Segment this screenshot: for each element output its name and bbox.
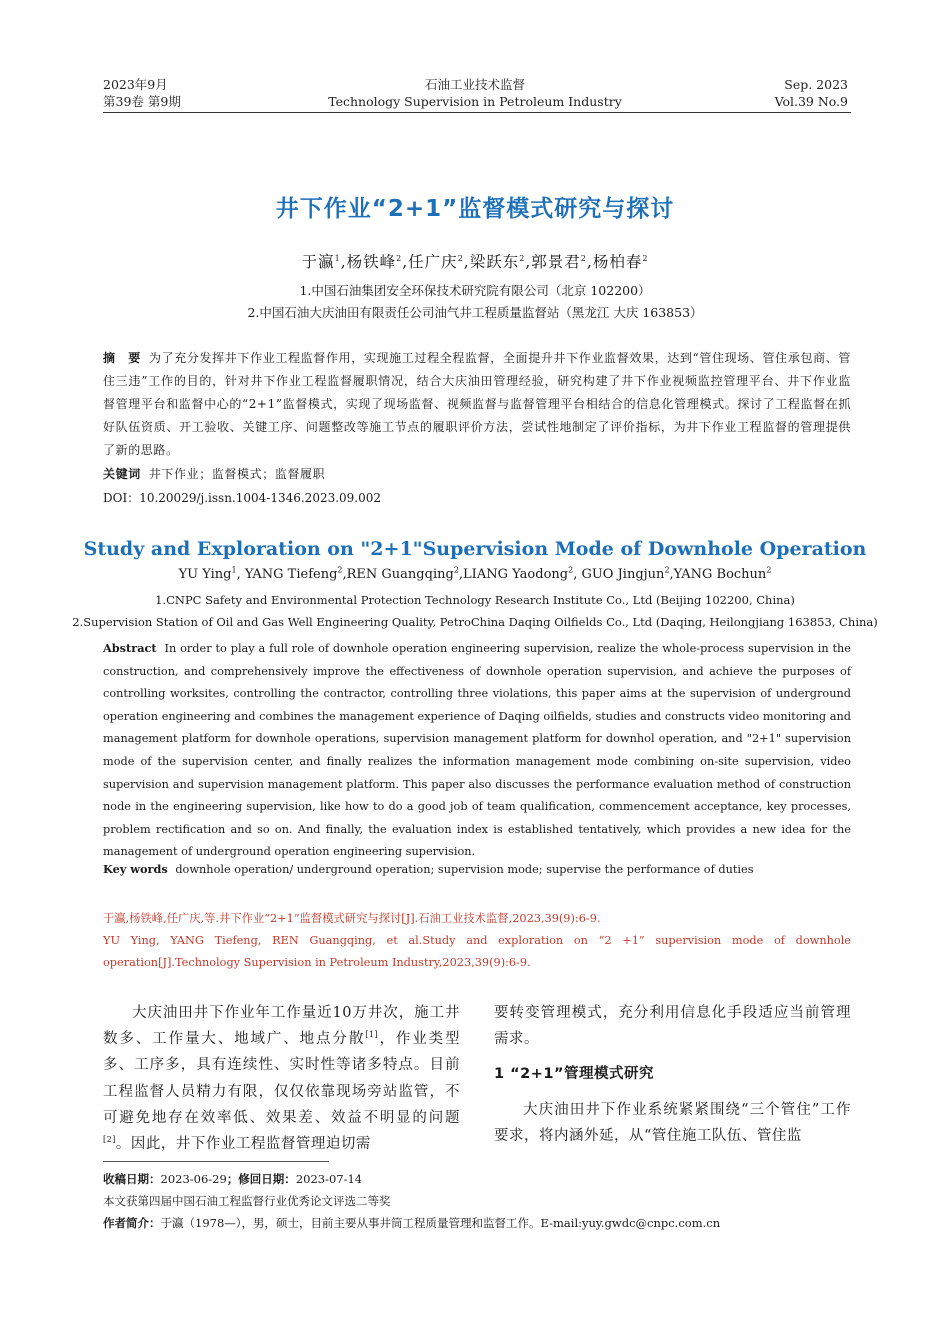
author-sup: 2 [568, 565, 574, 575]
revised-date: 2023-07-14 [295, 1172, 363, 1186]
abstract-label-en: Abstract [103, 641, 157, 655]
keywords-text-cn: 井下作业；监督模式；监督履职 [148, 467, 326, 481]
author-en: YU Ying [178, 567, 232, 582]
author-en: YANG Tiefeng [244, 567, 338, 582]
authors-cn: 于瀛$^1$,杨铁峰$^2$,任广庆$^2$,梁跃东$^2$,郭景君$^2$,杨柏春$^2$ [301, 253, 649, 271]
abstract-text-en: In order to play a full role of downhole operation engineering supervision, realize the whole-process supervision in the construction, and comprehensively improve the effectiveness of downhole operation supervision, and achieve the purposes of controlling worksites, controlling the contractor, controlling three violations, this paper aims at the supervision of underground operation engineering and combines the management experience of Daqing oilfields, studies and constructs video monitoring and management platform for downhole operations, supervision management platform for downhol operation, and "2+1" supervision mode of the supervision center, and finally realizes the information management mode combining on-site supervision, video supervision and supervision management platform. This paper also discusses the performance evaluation method of construction node in the engineering supervision, like how to do a good job of team qualification, commencement acceptance, key processes, problem rectification and so on. And finally, the evaluation index is established tentatively, which provides a new idea for the management of underground operation engineering supervision. [103, 642, 851, 859]
header-rule [103, 112, 851, 113]
keywords-cn [103, 465, 325, 482]
received-date: 2023-06-29 [160, 1172, 227, 1186]
author-cn: 杨铁峰 [346, 253, 397, 271]
footnote-award: 本文获第四届中国石油工程监督行业优秀论文评选二等奖 [103, 1194, 391, 1208]
affiliation-en-1: 1.CNPC Safety and Environmental Protection Technology Research Institute Co., Ltd (Beijing 102200, China) [155, 593, 795, 607]
reference-marker: [1] [365, 1030, 379, 1040]
citation-en: YU Ying, YANG Tiefeng, REN Guangqing, et al.Study and exploration on “2 +1” supervision mode of downhole operation[J].Technology Supervision in Petroleum Industry,2023,39(9):6-9. [103, 934, 851, 969]
author-en: LIANG Yaodong [463, 567, 569, 582]
abstract-text-cn: 为了充分发挥井下作业工程监督作用，实现施工过程全程监督，全面提升井下作业监督效果，达到“管住现场、管住承包商、管住三违”工作的目的，针对井下作业工程监督履职情况，结合大庆油田管理经验，研究构建了井下作业视频监控管理平台、井下作业监督管理平台和监督中心的“2+1”监督模式，实现了现场监督、视频监督与监督管理平台相结合的信息化管理模式。探讨了工程监督在抓好队伍资质、开工验收、关键工序、问题整改等施工节点的履职评价方法，尝试性地制定了评价指标，为井下作业工程监督的管理提供了新的思路。 [103, 351, 851, 457]
header-volume-en: Vol.39 No.9 [774, 94, 848, 109]
author-cn: 杨柏春 [592, 253, 643, 271]
affiliation-cn-1: 1.中国石油集团安全环保技术研究院有限公司（北京 102200） [299, 283, 651, 298]
keywords-label-en: Key words [103, 862, 168, 876]
author-sup: 2 [519, 253, 526, 263]
author-sup: 2 [396, 253, 403, 263]
author-sup: 2 [580, 253, 587, 263]
author-cn: 任广庆 [408, 253, 458, 271]
body-paragraph: 大庆油田井下作业年工作量近10万井次，施工井数多、工作量大、地域广、地点分散[1]，作业类型多、工序多，具有连续性、实时性等诸多特点。目前工程监督人员精力有限，仅仅依靠现场旁站监管，不可避免地存在效率低、效果差、效益不明显的问题[2]。因此，井下作业工程监督管理迫切需 [103, 1005, 461, 1153]
footnote-rule [103, 1161, 329, 1162]
section-heading: 1 “2+1”管理模式研究 [494, 1066, 655, 1083]
author-sup: 2 [453, 565, 459, 575]
author-en: REN Guangqing [346, 567, 454, 582]
header-issue [775, 76, 848, 110]
body-paragraph: 大庆油田井下作业系统紧紧围绕“三个管住”工作要求，将内涵外延，从“管住施工队伍、管住监 [494, 1101, 851, 1144]
affiliation-en-2: 2.Supervision Station of Oil and Gas Well Engineering Quality, PetroChina Daqing Oilfields Co., Ltd (Daqing, Heilongjiang 163853, China) [72, 615, 878, 629]
author-sup: 2 [337, 565, 343, 575]
reference-marker: [2] [103, 1135, 116, 1145]
author-en: GUO Jingjun [581, 567, 665, 582]
header-journal-cn: 石油工业技术监督 [424, 77, 525, 92]
affiliation-cn-2: 2.中国石油大庆油田有限责任公司油气井工程质量监督站（黑龙江 大庆 163853） [247, 305, 703, 320]
author-cn: 梁跃东 [469, 253, 520, 271]
author-cn: 郭景君 [531, 253, 581, 271]
header-date-cn: 2023年9月 [103, 77, 168, 92]
body-column-left [103, 1000, 460, 1157]
authors-en: YU Ying$^1$, YANG Tiefeng$^2$,REN Guangqing$^2$,LIANG Yaodong$^2$, GUO Jingjun$^2$,YANG Bochun$^2$ [178, 565, 772, 582]
received-label: 收稿日期： [103, 1172, 161, 1186]
author-en: YANG Bochun [673, 567, 767, 582]
author-sup: 2 [664, 565, 670, 575]
paper-title-en: Study and Exploration on "2+1"Supervision Mode of Downhole Operation [83, 538, 867, 560]
author-sup: 1 [334, 253, 341, 263]
bio-label: 作者简介： [103, 1216, 161, 1230]
abstract-cn [103, 347, 851, 462]
bio-text: 于瀛（1978—），男，硕士，目前主要从事井筒工程质量管理和监督工作。E-mail:yuy.gwdc@cnpc.com.cn [160, 1216, 721, 1230]
body-paragraph: 要转变管理模式，充分利用信息化手段适应当前管理需求。 [494, 1005, 851, 1048]
citation-cn: 于瀛,杨铁峰,任广庆,等.井下作业“2+1”监督模式研究与探讨[J].石油工业技术监督,2023,39(9):6-9. [103, 912, 601, 925]
keywords-text-en: downhole operation/ underground operation; supervision mode; supervise the performance of duties [175, 863, 754, 876]
header-journal-en: Technology Supervision in Petroleum Industry [328, 94, 622, 109]
paper-title-cn: 井下作业“2+1”监督模式研究与探讨 [275, 196, 675, 222]
header-volume-cn: 第39卷 第9期 [103, 94, 181, 109]
author-sup: 2 [642, 253, 649, 263]
author-sup: 2 [766, 565, 772, 575]
footnote-dates [103, 1168, 362, 1190]
footnote-author-bio [103, 1212, 720, 1234]
doi: DOI：10.20029/j.issn.1004-1346.2023.09.002 [103, 491, 382, 505]
abstract-label-cn: 摘 要 [103, 351, 141, 365]
header-date-en: Sep. 2023 [784, 77, 848, 92]
author-sup: 2 [457, 253, 464, 263]
keywords-label-cn: 关键词 [103, 467, 141, 481]
abstract-en [103, 637, 851, 864]
keywords-en [103, 862, 754, 876]
revised-label: ；修回日期： [226, 1172, 296, 1186]
body-column-right [494, 1000, 851, 1149]
author-sup: 1 [231, 565, 237, 575]
author-cn: 于瀛 [301, 253, 335, 271]
